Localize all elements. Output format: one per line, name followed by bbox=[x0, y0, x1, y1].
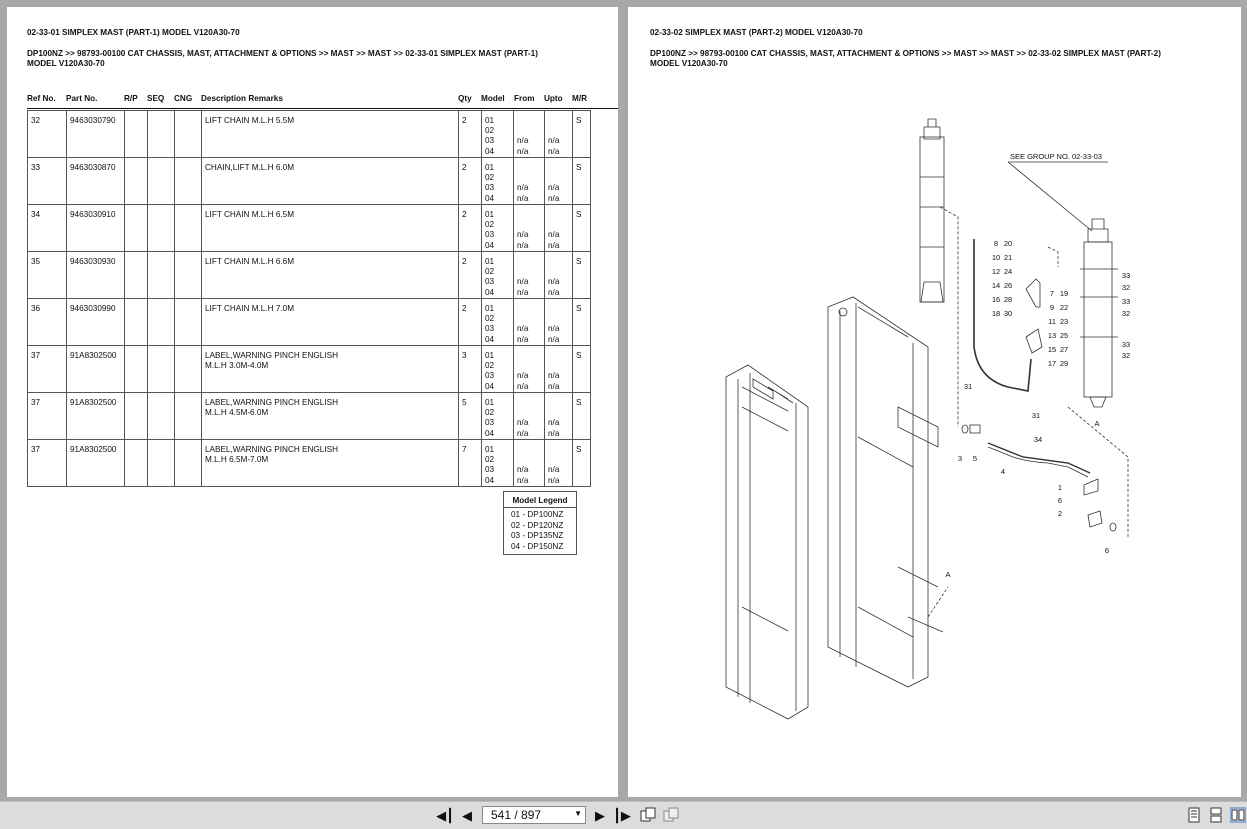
cell-model: 01 02 03 04 bbox=[482, 111, 514, 158]
cell-mr: S bbox=[573, 393, 591, 440]
cell-rp bbox=[125, 393, 148, 440]
callout-label: 31 bbox=[1031, 411, 1041, 420]
cell-seq bbox=[148, 440, 175, 487]
callout-label: 30 bbox=[1003, 309, 1013, 318]
col-qty: Qty bbox=[458, 94, 472, 103]
col-upto: Upto bbox=[544, 94, 563, 103]
legend-item: 04 - DP150NZ bbox=[511, 541, 564, 551]
cell-description: CHAIN,LIFT M.L.H 6.0M bbox=[202, 158, 459, 205]
callout-label: 16 bbox=[991, 295, 1001, 304]
cell-mr: S bbox=[573, 158, 591, 205]
next-page-button[interactable] bbox=[591, 807, 609, 824]
cell-qty: 2 bbox=[459, 158, 482, 205]
cell-rp bbox=[125, 111, 148, 158]
callout-label: 18 bbox=[991, 309, 1001, 318]
legend-item: 02 - DP120NZ bbox=[511, 520, 564, 530]
cell-part-no: 91A8302500 bbox=[67, 346, 125, 393]
cell-mr: S bbox=[573, 252, 591, 299]
table-row bbox=[28, 299, 591, 346]
cell-upto: n/a n/a bbox=[545, 393, 573, 440]
cell-qty: 3 bbox=[459, 346, 482, 393]
cell-upto: n/a n/a bbox=[545, 346, 573, 393]
cell-cng bbox=[175, 158, 202, 205]
cell-rp bbox=[125, 440, 148, 487]
cell-upto: n/a n/a bbox=[545, 440, 573, 487]
cell-rp bbox=[125, 205, 148, 252]
cell-upto: n/a n/a bbox=[545, 299, 573, 346]
cell-rp bbox=[125, 299, 148, 346]
col-from: From bbox=[514, 94, 535, 103]
callout-label: 15 bbox=[1047, 345, 1057, 354]
callout-label: A bbox=[945, 570, 951, 579]
callout-label: 6 bbox=[1057, 496, 1063, 505]
callout-label: 24 bbox=[1003, 267, 1013, 276]
callout-label: 4 bbox=[1000, 467, 1006, 476]
cell-description: LABEL,WARNING PINCH ENGLISH M.L.H 4.5M-6.0M bbox=[202, 393, 459, 440]
cell-model: 01 02 03 04 bbox=[482, 393, 514, 440]
callout-label: 8 bbox=[993, 239, 999, 248]
cell-model: 01 02 03 04 bbox=[482, 299, 514, 346]
mast-exploded-diagram bbox=[628, 7, 1241, 797]
cell-cng bbox=[175, 252, 202, 299]
callout-label: 5 bbox=[972, 454, 978, 463]
cell-part-no: 91A8302500 bbox=[67, 440, 125, 487]
col-cng: CNG bbox=[174, 94, 193, 103]
cell-upto: n/a n/a bbox=[545, 111, 573, 158]
col-part-no: Part No. bbox=[66, 94, 98, 103]
table-row bbox=[28, 205, 591, 252]
col-ref-no: Ref No. bbox=[27, 94, 56, 103]
page-copy-icon bbox=[663, 807, 679, 823]
callout-label: 3 bbox=[957, 454, 963, 463]
callout-label: 12 bbox=[991, 267, 1001, 276]
callout-label: A bbox=[1094, 419, 1100, 428]
cell-model: 01 02 03 04 bbox=[482, 205, 514, 252]
cell-from: n/a n/a bbox=[514, 440, 545, 487]
callout-label: 11 bbox=[1048, 317, 1056, 326]
callout-label: 32 bbox=[1121, 309, 1131, 318]
table-row bbox=[28, 393, 591, 440]
cell-rp bbox=[125, 252, 148, 299]
cell-model: 01 02 03 04 bbox=[482, 252, 514, 299]
cell-part-no: 9463030790 bbox=[67, 111, 125, 158]
col-seq: SEQ bbox=[147, 94, 165, 103]
callout-label: 27 bbox=[1059, 345, 1069, 354]
left-breadcrumb-line1: DP100NZ >> 98793-00100 CAT CHASSIS, MAST, ATTACHMENT & OPTIONS >> MAST >> MAST >> 02-33-01 SIMPLEX MAST (PART-1) bbox=[27, 49, 538, 58]
cell-cng bbox=[175, 299, 202, 346]
cell-ref: 33 bbox=[28, 158, 67, 205]
cell-upto: n/a n/a bbox=[545, 252, 573, 299]
legend-item: 01 - DP100NZ bbox=[511, 510, 564, 519]
cell-cng bbox=[175, 205, 202, 252]
cell-from: n/a n/a bbox=[514, 205, 545, 252]
left-page bbox=[7, 7, 618, 797]
callout-label: 23 bbox=[1059, 317, 1069, 326]
cell-rp bbox=[125, 346, 148, 393]
parts-table bbox=[27, 110, 591, 487]
previous-page-button[interactable] bbox=[458, 807, 476, 824]
continuous-page-icon bbox=[1208, 807, 1224, 823]
cell-part-no: 9463030870 bbox=[67, 158, 125, 205]
callout-label: 33 bbox=[1121, 297, 1131, 306]
cell-mr: S bbox=[573, 205, 591, 252]
cell-mr: S bbox=[573, 299, 591, 346]
cell-qty: 5 bbox=[459, 393, 482, 440]
callout-label: 25 bbox=[1059, 331, 1069, 340]
callout-label: 31 bbox=[963, 382, 973, 391]
col-mr: M/R bbox=[572, 94, 588, 103]
cell-seq bbox=[148, 111, 175, 158]
callout-label: 26 bbox=[1003, 281, 1013, 290]
compare-view-button[interactable] bbox=[663, 807, 679, 823]
cell-from: n/a n/a bbox=[514, 393, 545, 440]
callout-label: 2 bbox=[1057, 509, 1063, 518]
cell-upto: n/a n/a bbox=[545, 205, 573, 252]
col-rp: R/P bbox=[124, 94, 138, 103]
model-legend-title: Model Legend bbox=[504, 492, 576, 508]
cell-from: n/a n/a bbox=[514, 111, 545, 158]
cell-ref: 34 bbox=[28, 205, 67, 252]
last-page-icon: ┃▶ bbox=[613, 808, 631, 823]
table-row bbox=[28, 346, 591, 393]
next-page-icon: ▶ bbox=[595, 808, 605, 823]
cell-qty: 2 bbox=[459, 299, 482, 346]
table-row bbox=[28, 440, 591, 487]
model-legend bbox=[503, 491, 577, 555]
cell-mr: S bbox=[573, 346, 591, 393]
callout-label: 34 bbox=[1033, 435, 1043, 444]
legend-item: 03 - DP135NZ bbox=[511, 531, 564, 540]
callout-label: 19 bbox=[1059, 289, 1069, 298]
right-breadcrumb-line1: DP100NZ >> 98793-00100 CAT CHASSIS, MAST, ATTACHMENT & OPTIONS >> MAST >> MAST >> 02-33-02 SIMPLEX MAST (PART-2) bbox=[650, 49, 1161, 58]
callout-label: 20 bbox=[1003, 239, 1013, 248]
cell-cng bbox=[175, 346, 202, 393]
cell-model: 01 02 03 04 bbox=[482, 346, 514, 393]
single-page-icon bbox=[1186, 807, 1202, 823]
continuous-view-button[interactable] bbox=[1208, 807, 1224, 823]
cell-ref: 35 bbox=[28, 252, 67, 299]
callout-label: 32 bbox=[1121, 351, 1131, 360]
callout-label: 10 bbox=[991, 253, 1001, 262]
cell-ref: 36 bbox=[28, 299, 67, 346]
cell-model: 01 02 03 04 bbox=[482, 440, 514, 487]
cell-description: LABEL,WARNING PINCH ENGLISH M.L.H 6.5M-7.0M bbox=[202, 440, 459, 487]
cell-description: LABEL,WARNING PINCH ENGLISH M.L.H 3.0M-4.0M bbox=[202, 346, 459, 393]
cell-seq bbox=[148, 252, 175, 299]
first-page-icon: ◀┃ bbox=[436, 808, 454, 823]
last-page-button[interactable] bbox=[613, 807, 631, 824]
table-row bbox=[28, 158, 591, 205]
cell-part-no: 9463030990 bbox=[67, 299, 125, 346]
cell-cng bbox=[175, 393, 202, 440]
callout-label: 1 bbox=[1057, 483, 1063, 492]
table-row bbox=[28, 111, 591, 158]
right-page bbox=[628, 7, 1241, 797]
cell-seq bbox=[148, 346, 175, 393]
cell-part-no: 9463030910 bbox=[67, 205, 125, 252]
left-breadcrumb-line2: MODEL V120A30-70 bbox=[27, 59, 105, 68]
cell-qty: 7 bbox=[459, 440, 482, 487]
cell-description: LIFT CHAIN M.L.H 6.6M bbox=[202, 252, 459, 299]
cell-from: n/a n/a bbox=[514, 299, 545, 346]
cell-mr: S bbox=[573, 111, 591, 158]
callout-label: 9 bbox=[1049, 303, 1055, 312]
table-row bbox=[28, 252, 591, 299]
rotate-view-button[interactable] bbox=[640, 807, 656, 823]
callout-label: 33 bbox=[1121, 271, 1131, 280]
cell-description: LIFT CHAIN M.L.H 5.5M bbox=[202, 111, 459, 158]
cell-ref: 32 bbox=[28, 111, 67, 158]
callout-label: 33 bbox=[1121, 340, 1131, 349]
page-flip-icon bbox=[640, 807, 656, 823]
chevron-down-icon: ▼ bbox=[574, 809, 582, 818]
callout-label: 17 bbox=[1047, 359, 1057, 368]
first-page-button[interactable] bbox=[436, 807, 454, 824]
cell-description: LIFT CHAIN M.L.H 6.5M bbox=[202, 205, 459, 252]
cell-part-no: 9463030930 bbox=[67, 252, 125, 299]
previous-page-icon: ◀ bbox=[462, 808, 472, 823]
callout-label: 28 bbox=[1003, 295, 1013, 304]
cell-seq bbox=[148, 299, 175, 346]
cell-rp bbox=[125, 158, 148, 205]
cell-from: n/a n/a bbox=[514, 252, 545, 299]
callout-label: 7 bbox=[1049, 289, 1055, 298]
cell-cng bbox=[175, 111, 202, 158]
right-breadcrumb-line2: MODEL V120A30-70 bbox=[650, 59, 728, 68]
col-model: Model bbox=[481, 94, 505, 103]
cell-model: 01 02 03 04 bbox=[482, 158, 514, 205]
cell-qty: 2 bbox=[459, 205, 482, 252]
cell-cng bbox=[175, 440, 202, 487]
single-page-view-button[interactable] bbox=[1186, 807, 1202, 823]
left-page-title: 02-33-01 SIMPLEX MAST (PART-1) MODEL V120A30-70 bbox=[27, 28, 240, 37]
cell-ref: 37 bbox=[28, 346, 67, 393]
cell-part-no: 91A8302500 bbox=[67, 393, 125, 440]
page-number-select[interactable] bbox=[482, 806, 586, 824]
cell-seq bbox=[148, 158, 175, 205]
cell-ref: 37 bbox=[28, 393, 67, 440]
callout-label: 29 bbox=[1059, 359, 1069, 368]
callout-label: 13 bbox=[1047, 331, 1057, 340]
cell-qty: 2 bbox=[459, 252, 482, 299]
cell-from: n/a n/a bbox=[514, 158, 545, 205]
two-page-icon bbox=[1230, 807, 1246, 823]
cell-ref: 37 bbox=[28, 440, 67, 487]
right-page-title: 02-33-02 SIMPLEX MAST (PART-2) MODEL V120A30-70 bbox=[650, 28, 863, 37]
col-description: Description Remarks bbox=[201, 94, 283, 103]
parts-table-body bbox=[28, 111, 591, 487]
page-indicator: 541 / 897 bbox=[491, 808, 542, 822]
see-group-label: SEE GROUP NO. 02-33-03 bbox=[1010, 152, 1102, 161]
callout-label: 14 bbox=[991, 281, 1001, 290]
cell-seq bbox=[148, 205, 175, 252]
callout-label: 21 bbox=[1003, 253, 1013, 262]
two-page-view-button[interactable] bbox=[1230, 807, 1246, 823]
cell-seq bbox=[148, 393, 175, 440]
pdf-toolbar bbox=[0, 801, 1247, 829]
callout-label: 6 bbox=[1104, 546, 1110, 555]
cell-description: LIFT CHAIN M.L.H 7.0M bbox=[202, 299, 459, 346]
header-divider bbox=[27, 108, 618, 109]
cell-from: n/a n/a bbox=[514, 346, 545, 393]
cell-qty: 2 bbox=[459, 111, 482, 158]
callout-label: 32 bbox=[1121, 283, 1131, 292]
cell-upto: n/a n/a bbox=[545, 158, 573, 205]
callout-label: 22 bbox=[1059, 303, 1069, 312]
cell-mr: S bbox=[573, 440, 591, 487]
